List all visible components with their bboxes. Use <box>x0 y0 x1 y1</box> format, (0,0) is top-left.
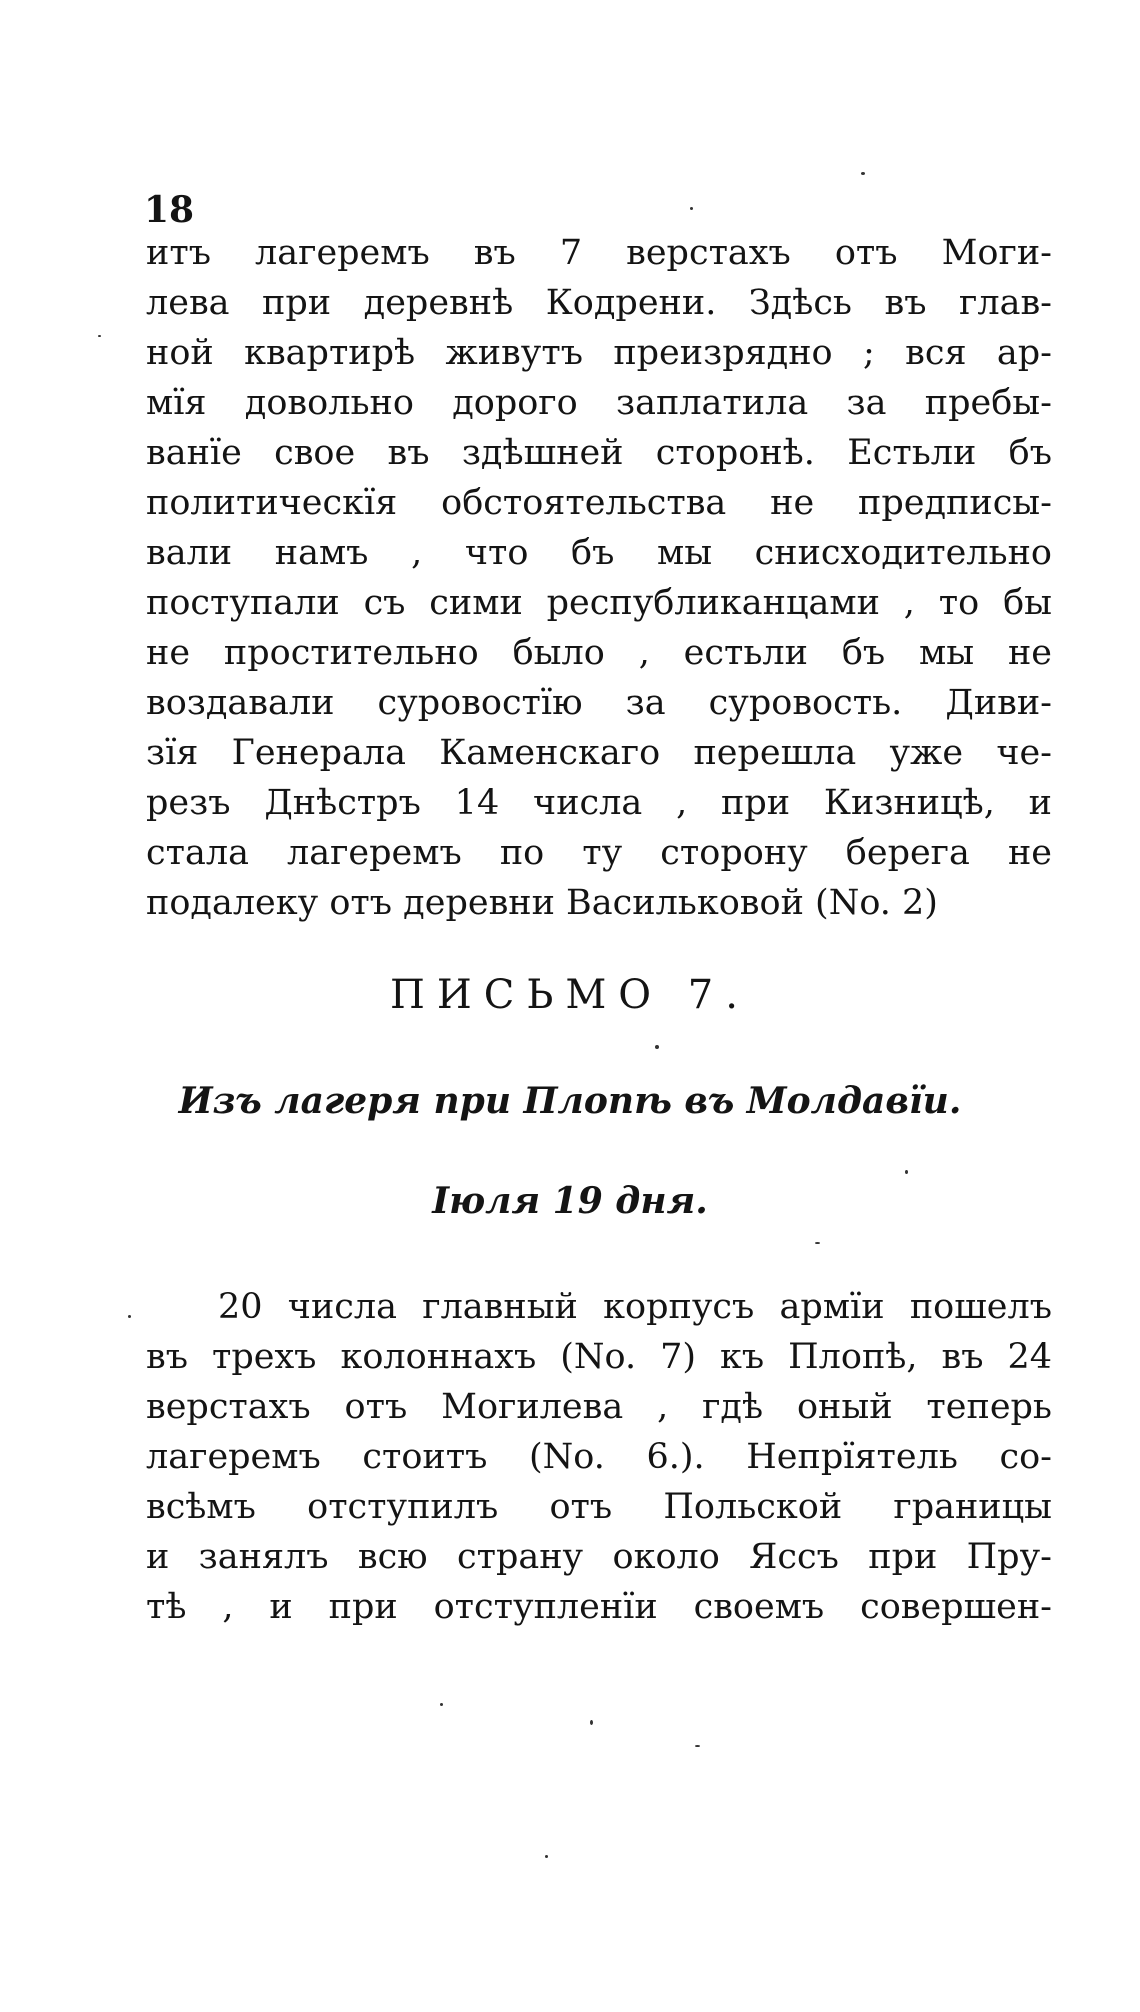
text-line: и занялъ всю страну около Яссъ при Пру- <box>146 1537 1052 1577</box>
letter-heading: ПИСЬМО 7. <box>390 972 750 1018</box>
text-line: мїя довольно дорого заплатила за пребы- <box>146 383 1052 423</box>
text-line: резъ Днѣстръ 14 числа , при Кизницѣ, и <box>146 783 1052 823</box>
page-number: 18 <box>144 189 195 231</box>
text-line: 20 числа главный корпусъ армїи пошелъ <box>218 1287 1052 1327</box>
paper-speck <box>128 1315 131 1318</box>
paragraph-1 <box>146 228 1052 928</box>
paper-speck <box>905 1170 908 1174</box>
text-line: тѣ , и при отступленїи своемъ совершен- <box>146 1587 1052 1627</box>
paper-speck <box>98 335 101 337</box>
text-line: лагеремъ стоитъ (No. 6.). Непрїятель со- <box>146 1437 1052 1477</box>
paper-speck <box>440 1703 443 1706</box>
letter-place: Изъ лагеря при Плопѣ въ Молдавїи. <box>178 1080 962 1122</box>
paper-speck <box>695 1745 700 1747</box>
text-line: итъ лагеремъ въ 7 верстахъ отъ Моги- <box>146 233 1052 273</box>
text-line: стала лагеремъ по ту сторону берега не <box>146 833 1052 873</box>
text-line: ной квартирѣ живутъ преизрядно ; вся ар- <box>146 333 1052 373</box>
text-line: ванїе свое въ здѣшней сторонѣ. Естьли бъ <box>146 433 1052 473</box>
text-line: подалеку отъ деревни Васильковой (No. 2) <box>146 883 938 923</box>
text-line: поступали съ сими республиканцами , то бы <box>146 583 1052 623</box>
text-line: верстахъ отъ Могилева , гдѣ оный теперь <box>146 1387 1052 1427</box>
paper-speck <box>861 172 865 175</box>
text-line: лева при деревнѣ Кодрени. Здѣсь въ глав- <box>146 283 1052 323</box>
text-line: всѣмъ отступилъ отъ Польской границы <box>146 1487 1052 1527</box>
paper-speck <box>690 207 693 210</box>
paper-speck <box>545 1855 548 1858</box>
paper-speck <box>655 1045 659 1049</box>
text-line: политическїя обстоятельства не предписы- <box>146 483 1052 523</box>
paper-speck <box>815 1242 820 1244</box>
text-line: воздавали суровостїю за суровость. Диви- <box>146 683 1052 723</box>
letter-date: Iюля 19 дня. <box>432 1180 708 1222</box>
text-line: вали намъ , что бъ мы снисходительно <box>146 533 1052 573</box>
text-line: въ трехъ колоннахъ (No. 7) къ Плопѣ, въ 24 <box>146 1337 1052 1377</box>
paragraph-2 <box>146 1282 1052 1632</box>
text-line: не простительно было , естьли бъ мы не <box>146 633 1052 673</box>
text-line: зїя Генерала Каменскаго перешла уже че- <box>146 733 1052 773</box>
paper-speck <box>590 1720 593 1725</box>
